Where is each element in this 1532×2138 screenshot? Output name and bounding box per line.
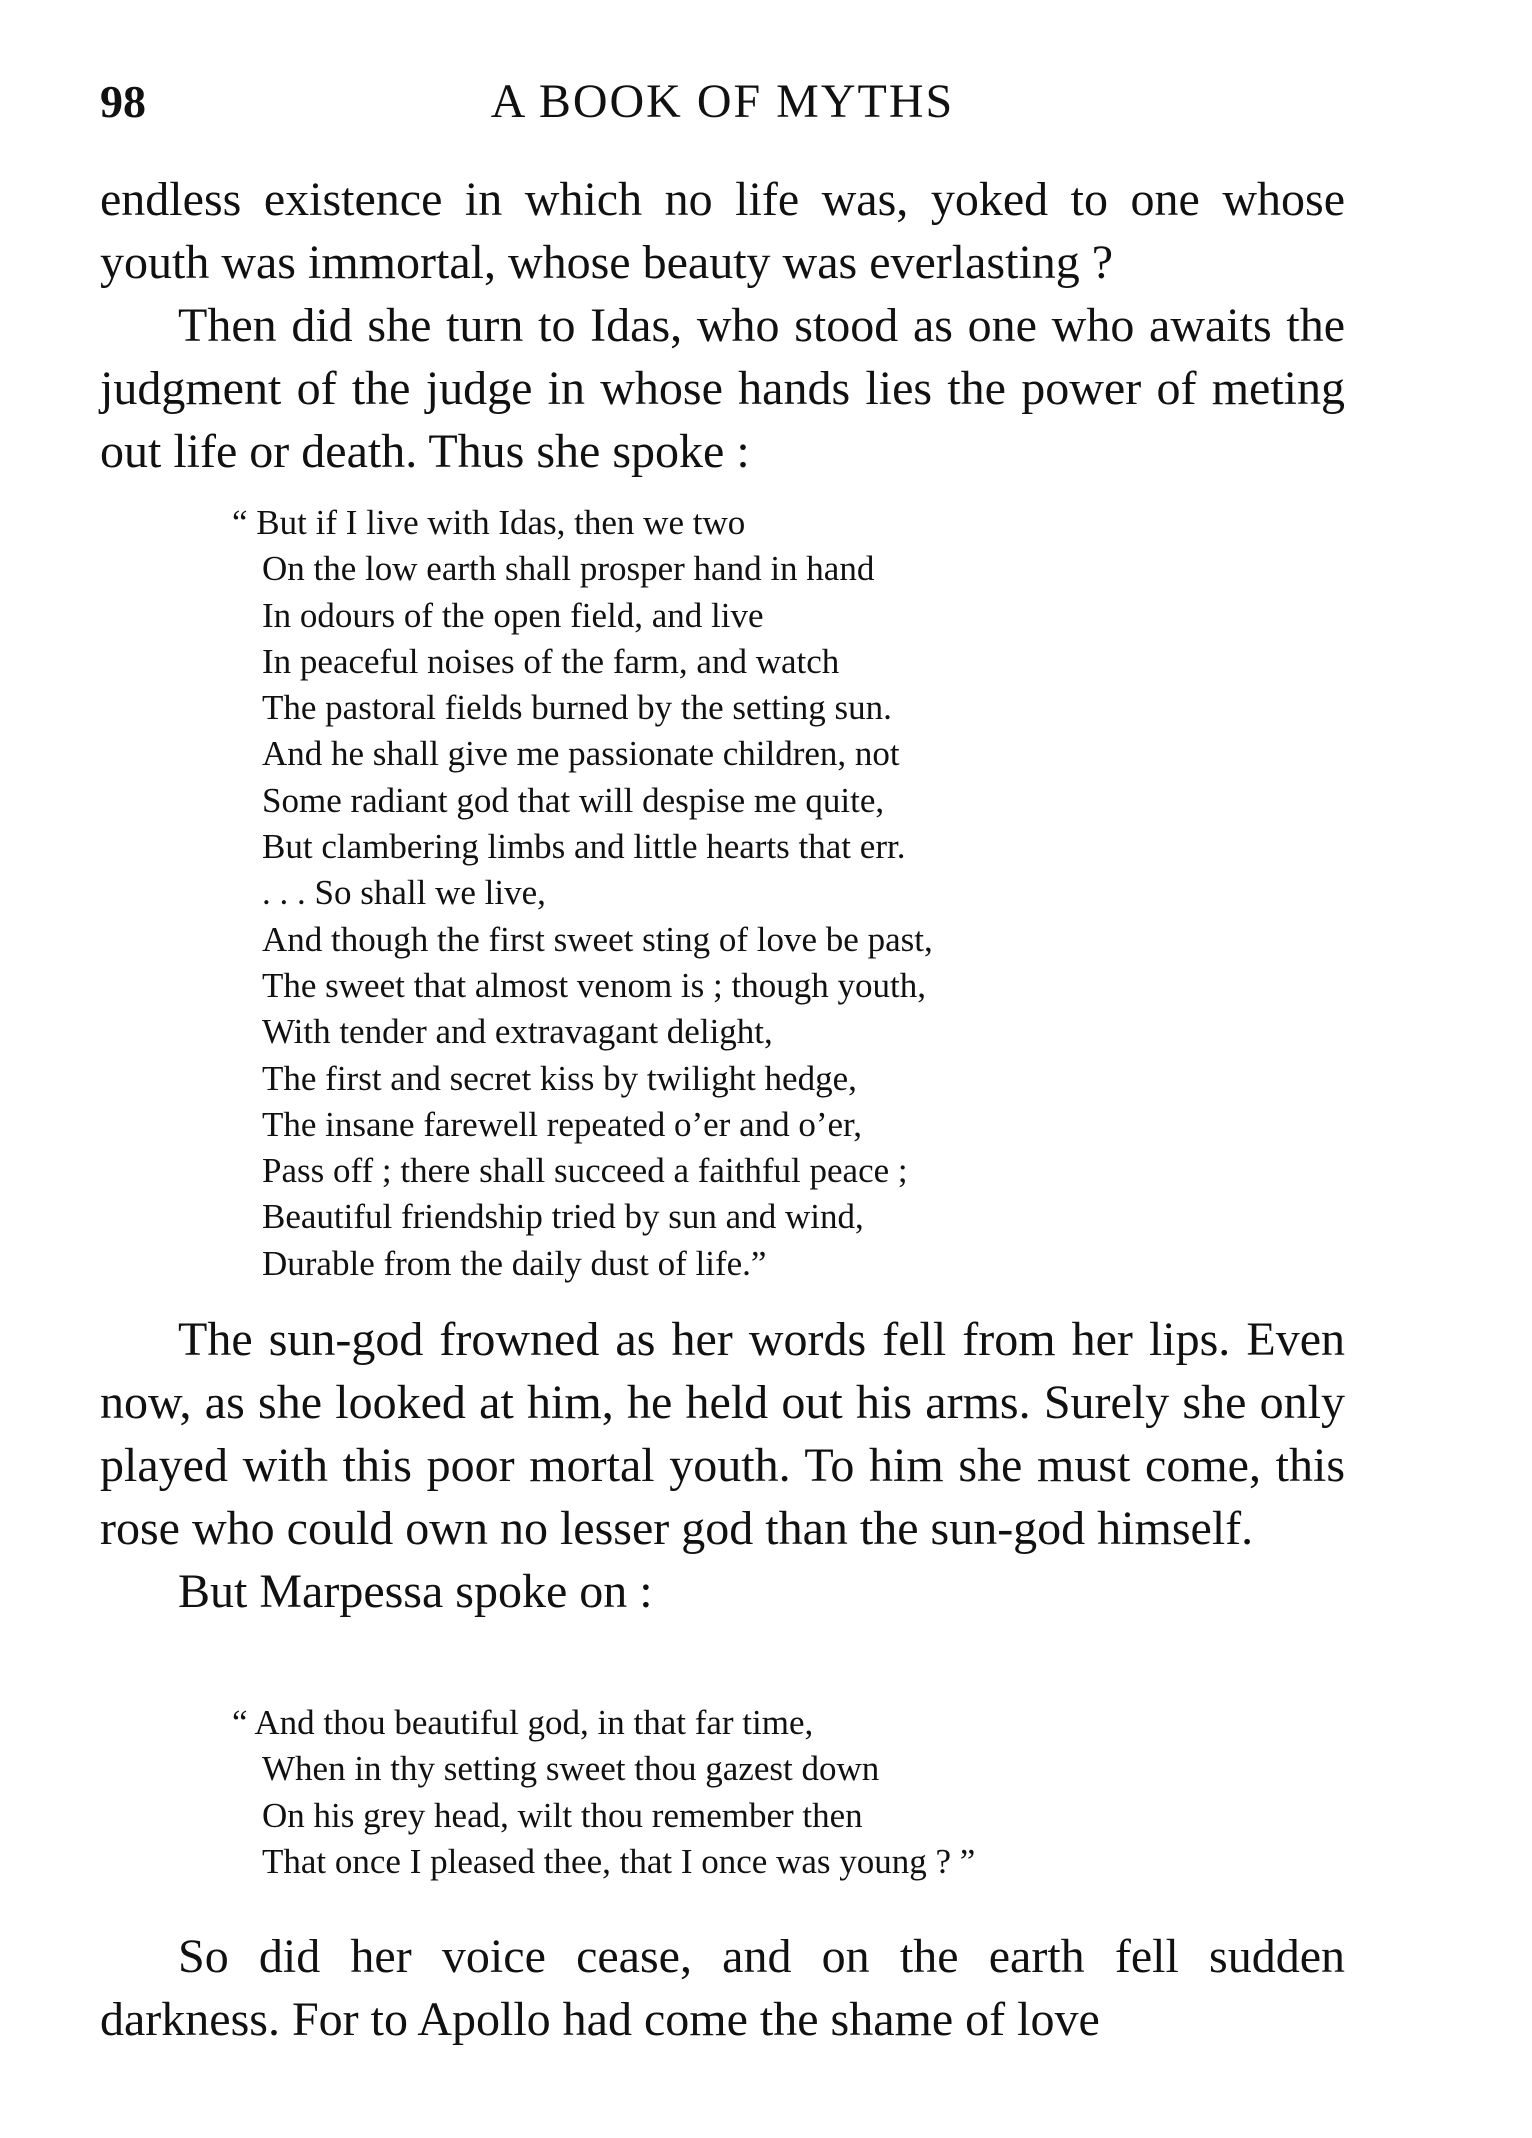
verse-line: Pass off ; there shall succeed a faithful peace ; xyxy=(262,1151,908,1191)
verse-line: In peaceful noises of the farm, and watch xyxy=(262,641,840,681)
paragraph: But Marpessa spoke on : xyxy=(178,1565,653,1618)
page-number: 98 xyxy=(100,76,146,127)
prose-block-3 xyxy=(100,1925,1345,2051)
verse-line: Durable from the daily dust of life.” xyxy=(262,1243,767,1283)
verse-line: With tender and extravagant delight, xyxy=(262,1012,773,1052)
prose-block-2 xyxy=(100,1308,1345,1623)
verse-line: The first and secret kiss by twilight hedge, xyxy=(262,1058,857,1098)
verse-line: That once I pleased thee, that I once was young ? ” xyxy=(262,1841,976,1881)
verse-quotation-2 xyxy=(232,1700,1262,1885)
paragraph: endless existence in which no life was, yoked to one whose youth was immortal, whose beauty was everlasting ? xyxy=(100,173,1345,289)
verse-line: And he shall give me passionate children, not xyxy=(262,734,900,774)
paragraph: Then did she turn to Idas, who stood as one who awaits the judgment of the judge in whose hands lies the power of meting out life or death. Thus she spoke : xyxy=(100,299,1345,478)
paragraph: So did her voice cease, and on the earth fell sudden darkness. For to Apollo had come the shame of love xyxy=(100,1930,1345,2046)
verse-line: On the low earth shall prosper hand in hand xyxy=(262,549,875,589)
verse-line: The pastoral fields burned by the setting sun. xyxy=(262,688,892,728)
verse-line: “ And thou beautiful god, in that far time, xyxy=(232,1703,814,1742)
verse-line: Beautiful friendship tried by sun and wind, xyxy=(262,1197,864,1237)
prose-block-1 xyxy=(100,168,1345,483)
verse-line: Some radiant god that will despise me quite, xyxy=(262,780,885,820)
verse-line: When in thy setting sweet thou gazest down xyxy=(262,1749,880,1789)
verse-line: . . . So shall we live, xyxy=(262,873,546,913)
page-header xyxy=(100,72,1345,132)
verse-line: The sweet that almost venom is ; though youth, xyxy=(262,965,926,1005)
verse-quotation-1 xyxy=(232,500,1262,1287)
verse-line: On his grey head, wilt thou remember then xyxy=(262,1795,863,1835)
verse-line: In odours of the open field, and live xyxy=(262,595,764,635)
verse-line: The insane farewell repeated o’er and o’er, xyxy=(262,1104,863,1144)
verse-line: But clambering limbs and little hearts that err. xyxy=(262,827,906,867)
verse-line: And though the first sweet sting of love be past, xyxy=(262,919,933,959)
running-title: A BOOK OF MYTHS xyxy=(490,75,955,128)
paragraph: The sun-god frowned as her words fell from her lips. Even now, as she looked at him, he held out his arms. Surely she only played with this poor mortal youth. To him she must come, this rose who could own no lesser god than the sun-god himself. xyxy=(100,1313,1345,1555)
verse-line: “ But if I live with Idas, then we two xyxy=(232,503,746,542)
